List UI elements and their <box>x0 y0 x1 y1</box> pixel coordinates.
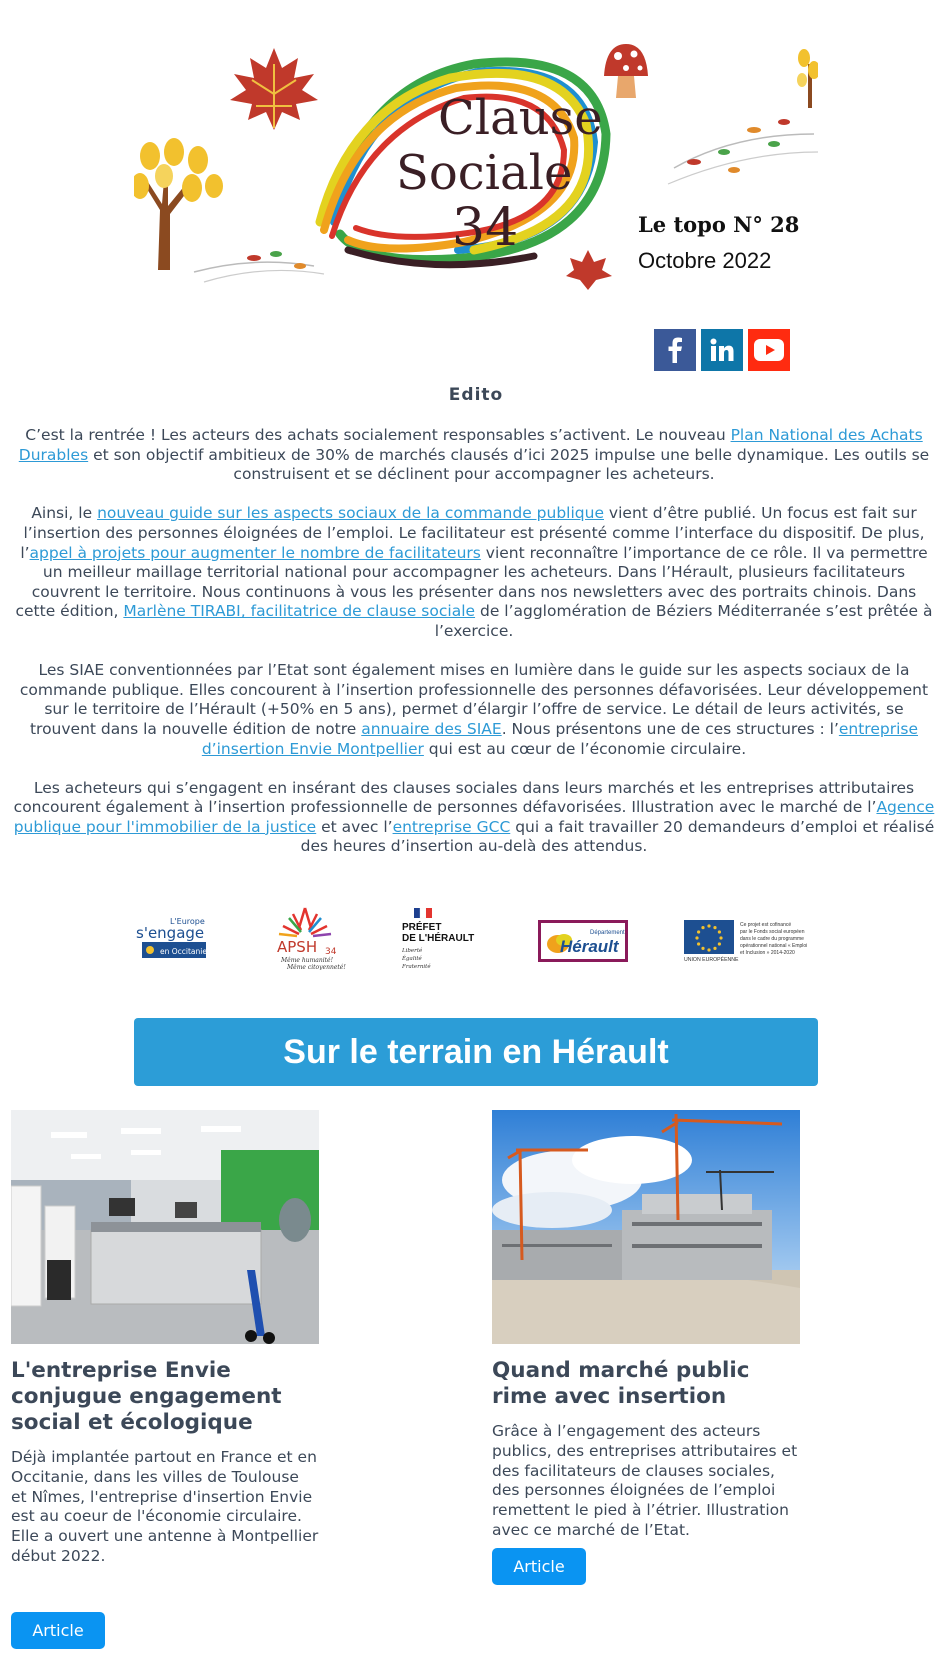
mushroom-icon <box>604 44 648 98</box>
svg-text:et Inclusion » 2014-2020: et Inclusion » 2014-2020 <box>740 950 795 956</box>
article-button[interactable]: Article <box>11 1612 105 1649</box>
edito-text: Les acheteurs qui s’engagent en insérant des clauses sociales dans leurs marchés et les entreprises attributaires concourent également à l’insertion professionnelle de personnes défavorisées. Illustration avec le marché de l’ <box>13 778 915 817</box>
article-summary: Déjà implantée partout en France et en Occitanie, dans les villes de Toulouse et Nîmes, l'entreprise d'insertion Envie est au coeur de l'économie circulaire. Elle a ouvert une antenne à Montpellier début 2022. <box>11 1448 319 1565</box>
edito-text: de l’agglomération de Béziers Méditerranée s’est prêtée à l’exercice. <box>434 602 933 640</box>
svg-text:en Occitanie: en Occitanie <box>160 947 207 956</box>
edito-paragraph-4 <box>10 779 938 857</box>
svg-text:Même citoyenneté!: Même citoyenneté! <box>287 964 346 970</box>
linkedin-link[interactable] <box>701 329 743 371</box>
svg-text:opérationnel national « Emploi: opérationnel national « Emploi <box>740 943 808 949</box>
article-button[interactable]: Article <box>492 1548 586 1585</box>
svg-text:Département: Département <box>590 930 625 936</box>
svg-text:Hérault: Hérault <box>560 937 619 956</box>
link-marlene-tirabi[interactable]: Marlène TIRABI, facilitatrice de clause sociale <box>123 602 476 621</box>
link-annuaire-siae[interactable]: annuaire des SIAE <box>361 719 502 738</box>
svg-text:Même humanité!: Même humanité! <box>281 957 333 964</box>
edito-text: Les SIAE conventionnées par l’Etat sont également mises en lumière dans le guide sur les aspects sociaux de la commande publique. Elles concourent à l’insertion professionnelle des personnes défavorisées. Leur développement sur le territoire de l’Hérault (+50% en 5 ans), permet d’élargir l’offre de service. Le détail de leurs activités, se trouvent dans la nouvelle édition de notre <box>19 661 929 738</box>
small-tree-icon <box>797 49 818 108</box>
logo-title-line-3: 34 <box>452 198 519 258</box>
edito-text: C’est la rentrée ! Les acteurs des achats socialement responsables s’activent. Le nouveau <box>25 426 731 444</box>
facebook-link[interactable] <box>654 329 696 371</box>
svg-text:PRÉFET: PRÉFET <box>402 922 442 933</box>
section-title-banner: Sur le terrain en Hérault <box>134 1018 818 1086</box>
svg-text:Égalité: Égalité <box>402 956 422 962</box>
departement-herault-logo <box>538 920 628 962</box>
svg-text:Liberté: Liberté <box>402 948 423 954</box>
svg-text:L'Europe: L'Europe <box>170 917 205 926</box>
logo-title-line-2: Sociale <box>396 145 573 201</box>
edito-text: vient reconnaître l’importance de ce rôle. Il va permettre un meilleur maillage territorial national pour accompagner les acheteurs. Dans l’Hérault, plusieurs facilitateurs couvrent le territoire. Nous continuons à vous les présenter dans nos newsletters avec des portraits chinois. Dans cette édition, <box>15 543 928 621</box>
article-title: L'entreprise Envie conjugue engagement social et écologique <box>11 1358 282 1435</box>
youtube-icon <box>754 339 784 361</box>
edito-heading: Edito <box>448 385 504 405</box>
union-europeenne-fse-logo <box>684 920 814 962</box>
issue-number: Le topo N° 28 <box>638 212 800 237</box>
link-entreprise-gcc[interactable]: entreprise GCC <box>392 817 511 836</box>
small-leaf-icon <box>566 250 612 290</box>
svg-text:par le Fonds social européen: par le Fonds social européen <box>740 929 805 935</box>
svg-text:UNION EUROPÉENNE: UNION EUROPÉENNE <box>684 957 739 962</box>
link-agence-immobilier-justice[interactable]: Agence publique pour l'immobilier de la justice <box>13 798 935 836</box>
photo-construction-site <box>492 1110 800 1344</box>
edito-paragraph-3 <box>10 661 938 759</box>
edito-paragraph-2 <box>10 504 938 641</box>
link-appel-a-projets[interactable]: appel à projets pour augmenter le nombre de facilitateurs <box>29 543 481 562</box>
svg-text:Ce projet est cofinancé: Ce projet est cofinancé <box>740 922 792 928</box>
logo-title-line-1: Clause <box>438 90 603 146</box>
svg-text:DE L'HÉRAULT: DE L'HÉRAULT <box>402 933 475 944</box>
article-title: Quand marché public rime avec insertion <box>492 1358 750 1409</box>
edito-paragraph-1 <box>10 426 938 485</box>
svg-text:Fraternité: Fraternité <box>402 964 431 970</box>
link-plan-national-achats-durables[interactable]: Plan National des Achats Durables <box>18 426 923 464</box>
svg-text:dans le cadre du programme: dans le cadre du programme <box>740 936 804 942</box>
article-summary: Grâce à l’engagement des acteurs publics, des entreprises attributaires et des facilitateurs de clauses sociales, des personnes éloignées de l’emploi remettent le pied à l’étrier. Illustration avec ce marché de l’Etat. <box>492 1422 798 1539</box>
svg-text:APSH: APSH <box>277 938 318 956</box>
maple-leaf-icon <box>230 48 318 130</box>
article-card-envie <box>11 1110 319 1640</box>
edito-text: Ainsi, le <box>31 504 98 523</box>
youtube-link[interactable] <box>748 329 790 371</box>
linkedin-icon <box>710 338 734 362</box>
edito-text: et son objectif ambitieux de 30% de marchés clausés d’ici 2025 impulse une belle dynamique. Les outils se construisent et se déclinent pour accompagner les acheteurs. <box>88 445 930 484</box>
europe-occitanie-logo <box>136 914 208 962</box>
edito-text: et avec l’ <box>316 817 393 836</box>
svg-text:s'engage: s'engage <box>136 924 205 942</box>
facebook-icon <box>664 337 686 363</box>
issue-date: Octobre 2022 <box>638 248 772 273</box>
edito-text: qui est au cœur de l’économie circulaire. <box>423 739 747 758</box>
article-card-marche-public <box>492 1110 800 1576</box>
wind-leaves-icon <box>194 251 324 282</box>
wind-leaves-right-icon <box>668 119 818 184</box>
prefet-herault-logo <box>402 908 482 972</box>
edito-text: qui a fait travailler 20 demandeurs d’emploi et réalisé des heures d’insertion au-delà des attendus. <box>300 817 935 856</box>
link-guide-aspects-sociaux[interactable]: nouveau guide sur les aspects sociaux de la commande publique <box>97 504 604 523</box>
link-envie-montpellier[interactable]: entreprise d’insertion Envie Montpellier <box>201 719 919 758</box>
edito-text: vient d’être publié. Un focus est fait sur l’insertion des personnes éloignées de l’emploi. Le facilitateur est présenté comme l’interface du dispositif. De plus, l’ <box>20 504 925 562</box>
edito-body <box>10 426 938 877</box>
autumn-tree-icon <box>134 138 223 270</box>
edito-text: . Nous présentons une de ces structures : l’ <box>501 719 839 738</box>
photo-envie-warehouse <box>11 1110 319 1344</box>
apsh-34-logo <box>263 904 347 970</box>
newsletter-banner <box>134 44 818 290</box>
svg-text:34: 34 <box>325 947 337 957</box>
